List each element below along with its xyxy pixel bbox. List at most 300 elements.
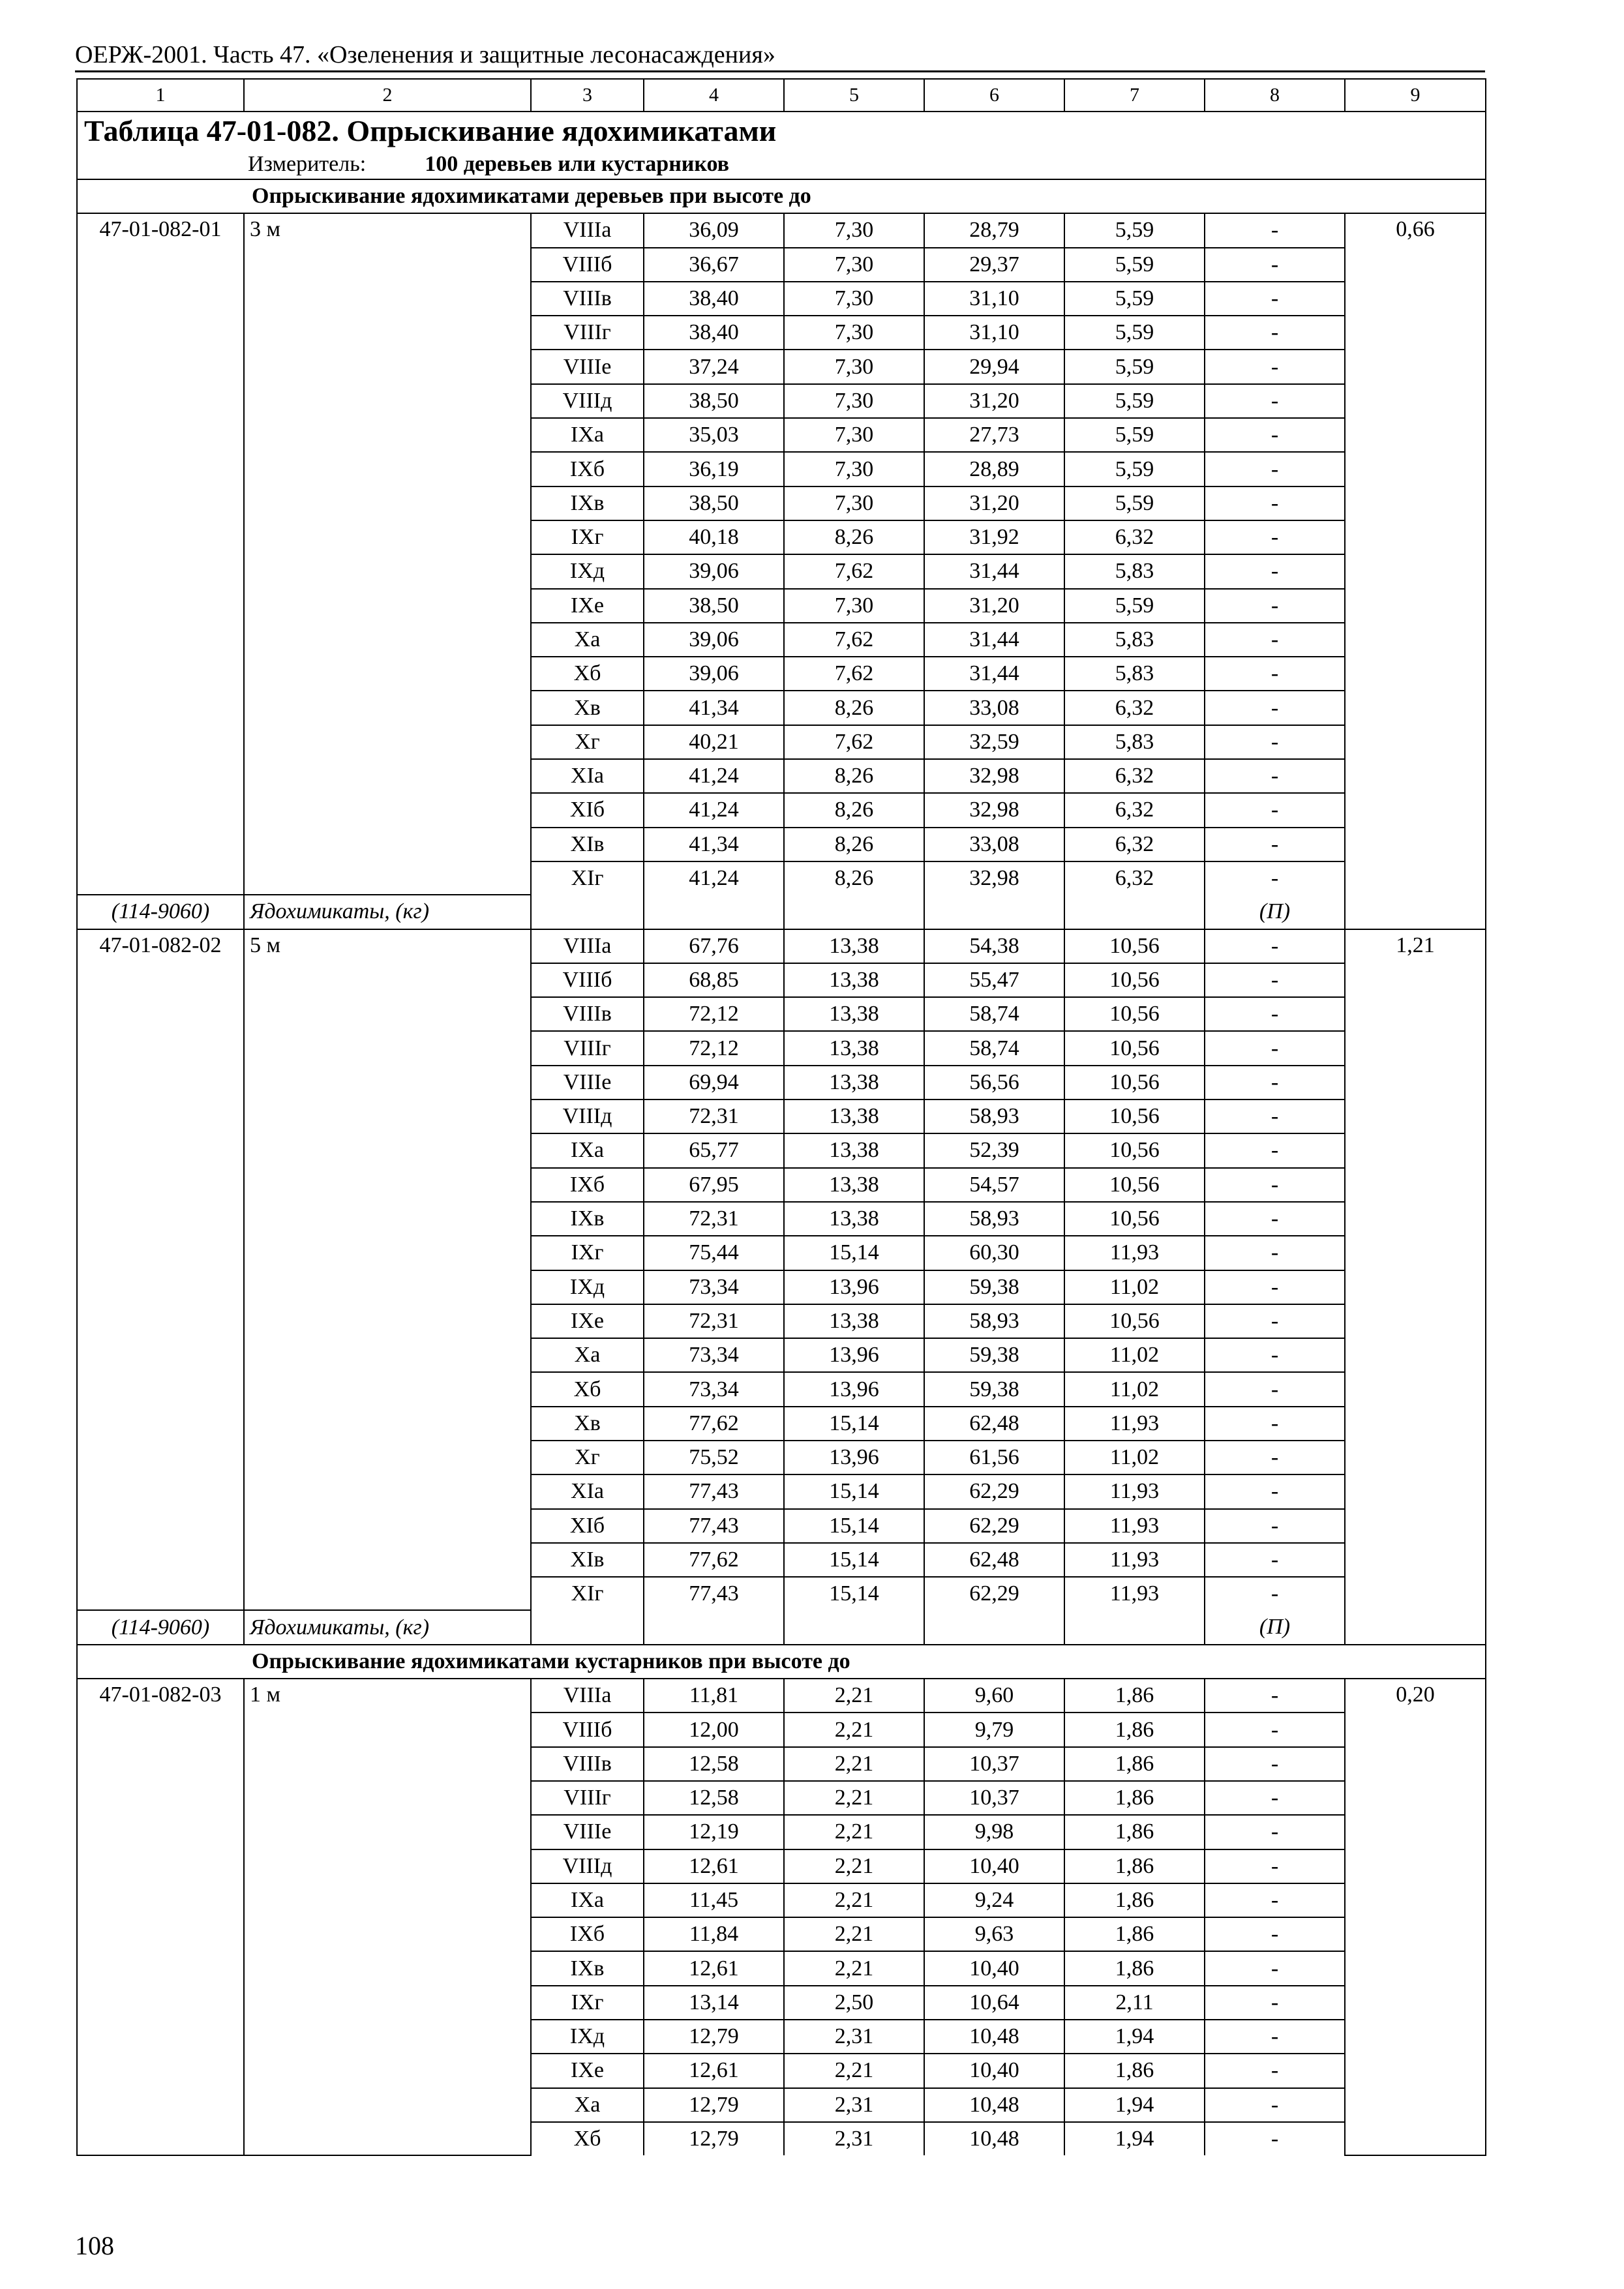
machine-cost: 9,60 (924, 1679, 1064, 1713)
labor-cost: 7,30 (784, 384, 924, 418)
ground-group: VIIIд (531, 1849, 644, 1883)
material-cost: - (1205, 861, 1345, 895)
machine-labor-cost: 5,59 (1064, 248, 1205, 282)
measurer-value: 100 деревьев или кустарников (425, 152, 730, 176)
material-cost: - (1205, 2054, 1345, 2087)
labor-cost: 7,30 (784, 418, 924, 452)
ground-group: IXе (531, 1304, 644, 1338)
material-cost: - (1205, 1304, 1345, 1338)
material-cost: - (1205, 520, 1345, 554)
machine-cost: 32,98 (924, 793, 1064, 827)
section-title: Опрыскивание ядохимикатами кустарников при высоте до (244, 1645, 1486, 1679)
total-cost: 73,34 (644, 1338, 784, 1372)
machine-cost: 10,40 (924, 2054, 1064, 2087)
norm-table (76, 78, 1486, 2156)
ground-group: Xг (531, 725, 644, 759)
ground-group: IXд (531, 554, 644, 588)
machine-labor-cost: 11,02 (1064, 1270, 1205, 1304)
total-cost: 12,61 (644, 1951, 784, 1985)
machine-labor-cost: 11,02 (1064, 1441, 1205, 1474)
labor-cost: 2,21 (784, 1781, 924, 1815)
ground-group: VIIIд (531, 1100, 644, 1133)
machine-cost: 31,10 (924, 316, 1064, 350)
labor-cost: 13,38 (784, 1031, 924, 1065)
ground-group: IXе (531, 2054, 644, 2087)
total-cost: 41,24 (644, 861, 784, 895)
labor-hours: 0,66 (1345, 213, 1486, 929)
machine-cost: 10,48 (924, 2088, 1064, 2122)
ground-group: Xа (531, 1338, 644, 1372)
ground-group: IXа (531, 1883, 644, 1917)
ground-group: VIIIе (531, 1815, 644, 1849)
column-number: 8 (1205, 79, 1345, 112)
labor-cost: 7,62 (784, 554, 924, 588)
ground-group: VIIIа (531, 213, 644, 247)
empty-cell (531, 895, 644, 929)
total-cost: 35,03 (644, 418, 784, 452)
header-rule (75, 70, 1485, 72)
machine-cost: 31,20 (924, 486, 1064, 520)
machine-labor-cost: 5,83 (1064, 725, 1205, 759)
ground-group: IXг (531, 1236, 644, 1270)
machine-cost: 60,30 (924, 1236, 1064, 1270)
machine-cost: 59,38 (924, 1270, 1064, 1304)
material-cost: - (1205, 1066, 1345, 1100)
material-cost: - (1205, 2122, 1345, 2155)
norm-code: 47-01-082-02 (77, 929, 244, 1611)
ground-group: VIIIе (531, 350, 644, 383)
measurer-cell (77, 150, 1486, 179)
labor-cost: 2,31 (784, 2122, 924, 2155)
labor-hours: 0,20 (1345, 1679, 1486, 2155)
machine-cost: 32,98 (924, 759, 1064, 793)
column-number: 2 (244, 79, 531, 112)
material-cost: - (1205, 248, 1345, 282)
ground-group: VIIIг (531, 1781, 644, 1815)
labor-cost: 13,96 (784, 1270, 924, 1304)
machine-cost: 62,48 (924, 1407, 1064, 1441)
labor-cost: 13,38 (784, 997, 924, 1031)
labor-cost: 15,14 (784, 1236, 924, 1270)
section-spacer (77, 1645, 244, 1679)
empty-cell (924, 895, 1064, 929)
total-cost: 12,79 (644, 2020, 784, 2054)
machine-labor-cost: 1,86 (1064, 1951, 1205, 1985)
machine-labor-cost: 5,59 (1064, 384, 1205, 418)
labor-cost: 8,26 (784, 691, 924, 725)
material-cost: - (1205, 1441, 1345, 1474)
material-cost: - (1205, 1270, 1345, 1304)
labor-cost: 8,26 (784, 520, 924, 554)
machine-labor-cost: 6,32 (1064, 861, 1205, 895)
ground-group: VIIIа (531, 929, 644, 963)
total-cost: 67,95 (644, 1168, 784, 1202)
ground-group: IXг (531, 520, 644, 554)
material-cost: - (1205, 1338, 1345, 1372)
material-cost: - (1205, 1509, 1345, 1543)
ground-group: XIа (531, 1474, 644, 1508)
total-cost: 72,12 (644, 997, 784, 1031)
machine-labor-cost: 1,94 (1064, 2122, 1205, 2155)
total-cost: 12,61 (644, 2054, 784, 2087)
material-cost: - (1205, 1951, 1345, 1985)
ground-group: VIIIд (531, 384, 644, 418)
resource-row (77, 895, 1486, 929)
total-cost: 77,62 (644, 1543, 784, 1577)
material-cost: - (1205, 1031, 1345, 1065)
total-cost: 65,77 (644, 1133, 784, 1167)
machine-labor-cost: 1,86 (1064, 1917, 1205, 1951)
ground-group: IXа (531, 1133, 644, 1167)
total-cost: 40,21 (644, 725, 784, 759)
ground-group: Xа (531, 623, 644, 657)
material-cost: - (1205, 1781, 1345, 1815)
labor-cost: 2,21 (784, 1849, 924, 1883)
machine-labor-cost: 1,94 (1064, 2020, 1205, 2054)
labor-cost: 13,38 (784, 1202, 924, 1236)
machine-cost: 58,74 (924, 997, 1064, 1031)
total-cost: 72,31 (644, 1304, 784, 1338)
machine-labor-cost: 5,83 (1064, 657, 1205, 691)
resource-row (77, 1610, 1486, 1644)
machine-labor-cost: 10,56 (1064, 1168, 1205, 1202)
ground-group: VIIIг (531, 316, 644, 350)
norm-name: 1 м (244, 1679, 531, 2155)
table-title-row (77, 112, 1486, 150)
ground-group: XIб (531, 793, 644, 827)
machine-labor-cost: 10,56 (1064, 929, 1205, 963)
machine-cost: 31,20 (924, 589, 1064, 623)
material-cost: - (1205, 1168, 1345, 1202)
machine-cost: 27,73 (924, 418, 1064, 452)
empty-cell (784, 895, 924, 929)
material-cost: - (1205, 1986, 1345, 2020)
labor-cost: 8,26 (784, 828, 924, 861)
machine-labor-cost: 2,11 (1064, 1986, 1205, 2020)
total-cost: 11,84 (644, 1917, 784, 1951)
labor-cost: 7,30 (784, 452, 924, 486)
ground-group: VIIIг (531, 1031, 644, 1065)
labor-cost: 7,62 (784, 657, 924, 691)
machine-cost: 10,48 (924, 2122, 1064, 2155)
ground-group: IXг (531, 1986, 644, 2020)
table-row (77, 1679, 1486, 1713)
total-cost: 72,31 (644, 1100, 784, 1133)
labor-cost: 13,38 (784, 1133, 924, 1167)
labor-cost: 8,26 (784, 759, 924, 793)
ground-group: Xб (531, 657, 644, 691)
total-cost: 39,06 (644, 623, 784, 657)
machine-cost: 55,47 (924, 963, 1064, 997)
labor-cost: 7,30 (784, 282, 924, 316)
material-cost: - (1205, 282, 1345, 316)
machine-labor-cost: 5,59 (1064, 418, 1205, 452)
labor-cost: 7,30 (784, 248, 924, 282)
machine-labor-cost: 6,32 (1064, 793, 1205, 827)
machine-cost: 10,37 (924, 1781, 1064, 1815)
ground-group: XIг (531, 861, 644, 895)
labor-cost: 2,21 (784, 2054, 924, 2087)
machine-cost: 31,44 (924, 657, 1064, 691)
material-cost: - (1205, 1202, 1345, 1236)
labor-cost: 13,38 (784, 963, 924, 997)
labor-cost: 2,50 (784, 1986, 924, 2020)
total-cost: 12,00 (644, 1713, 784, 1746)
machine-cost: 28,89 (924, 452, 1064, 486)
ground-group: XIб (531, 1509, 644, 1543)
total-cost: 37,24 (644, 350, 784, 383)
column-number: 7 (1064, 79, 1205, 112)
machine-labor-cost: 10,56 (1064, 1066, 1205, 1100)
total-cost: 39,06 (644, 657, 784, 691)
machine-labor-cost: 1,86 (1064, 1781, 1205, 1815)
machine-labor-cost: 1,86 (1064, 1815, 1205, 1849)
material-cost: - (1205, 1133, 1345, 1167)
machine-labor-cost: 1,94 (1064, 2088, 1205, 2122)
material-cost: - (1205, 1577, 1345, 1610)
ground-group: VIIIв (531, 1747, 644, 1781)
total-cost: 41,34 (644, 691, 784, 725)
total-cost: 38,50 (644, 589, 784, 623)
total-cost: 38,40 (644, 282, 784, 316)
material-cost: - (1205, 828, 1345, 861)
section-spacer (77, 179, 244, 213)
labor-cost: 2,21 (784, 1747, 924, 1781)
empty-cell (784, 1610, 924, 1644)
machine-labor-cost: 10,56 (1064, 1031, 1205, 1065)
machine-labor-cost: 11,02 (1064, 1372, 1205, 1406)
labor-cost: 13,38 (784, 1100, 924, 1133)
machine-labor-cost: 11,93 (1064, 1509, 1205, 1543)
labor-cost: 8,26 (784, 793, 924, 827)
machine-labor-cost: 1,86 (1064, 1679, 1205, 1713)
labor-cost: 2,21 (784, 1713, 924, 1746)
norm-name: 3 м (244, 213, 531, 895)
total-cost: 12,19 (644, 1815, 784, 1849)
empty-cell (644, 1610, 784, 1644)
material-cost: - (1205, 759, 1345, 793)
total-cost: 12,79 (644, 2122, 784, 2155)
material-cost: - (1205, 929, 1345, 963)
total-cost: 41,34 (644, 828, 784, 861)
norm-code: 47-01-082-01 (77, 213, 244, 895)
labor-cost: 7,30 (784, 213, 924, 247)
total-cost: 69,94 (644, 1066, 784, 1100)
material-cost: - (1205, 452, 1345, 486)
machine-cost: 10,37 (924, 1747, 1064, 1781)
labor-cost: 15,14 (784, 1543, 924, 1577)
total-cost: 12,58 (644, 1781, 784, 1815)
ground-group: IXв (531, 1202, 644, 1236)
ground-group: Xв (531, 1407, 644, 1441)
empty-cell (644, 895, 784, 929)
empty-cell (1064, 895, 1205, 929)
total-cost: 73,34 (644, 1270, 784, 1304)
ground-group: Xб (531, 2122, 644, 2155)
machine-cost: 54,38 (924, 929, 1064, 963)
labor-cost: 2,21 (784, 1917, 924, 1951)
ground-group: XIг (531, 1577, 644, 1610)
column-number: 3 (531, 79, 644, 112)
material-cost: - (1205, 725, 1345, 759)
table-row (77, 929, 1486, 963)
total-cost: 36,09 (644, 213, 784, 247)
material-cost: - (1205, 1100, 1345, 1133)
machine-cost: 56,56 (924, 1066, 1064, 1100)
machine-cost: 28,79 (924, 213, 1064, 247)
labor-cost: 2,31 (784, 2088, 924, 2122)
machine-labor-cost: 5,59 (1064, 316, 1205, 350)
machine-cost: 10,40 (924, 1849, 1064, 1883)
ground-group: VIIIб (531, 963, 644, 997)
material-cost: - (1205, 963, 1345, 997)
machine-cost: 31,20 (924, 384, 1064, 418)
machine-cost: 58,74 (924, 1031, 1064, 1065)
machine-cost: 33,08 (924, 828, 1064, 861)
machine-labor-cost: 5,83 (1064, 623, 1205, 657)
measurer-label: Измеритель: (248, 152, 367, 176)
material-cost: - (1205, 1849, 1345, 1883)
machine-labor-cost: 10,56 (1064, 963, 1205, 997)
machine-labor-cost: 11,93 (1064, 1236, 1205, 1270)
machine-labor-cost: 10,56 (1064, 1202, 1205, 1236)
machine-labor-cost: 5,59 (1064, 589, 1205, 623)
ground-group: IXб (531, 1917, 644, 1951)
table-row (77, 213, 1486, 247)
machine-cost: 31,92 (924, 520, 1064, 554)
norm-code: 47-01-082-03 (77, 1679, 244, 2155)
machine-labor-cost: 5,59 (1064, 486, 1205, 520)
material-cost: - (1205, 554, 1345, 588)
ground-group: IXд (531, 1270, 644, 1304)
machine-labor-cost: 5,59 (1064, 452, 1205, 486)
total-cost: 12,61 (644, 1849, 784, 1883)
machine-labor-cost: 10,56 (1064, 997, 1205, 1031)
column-number: 6 (924, 79, 1064, 112)
labor-cost: 7,30 (784, 589, 924, 623)
labor-cost: 7,62 (784, 623, 924, 657)
resource-code: (114-9060) (77, 1610, 244, 1644)
labor-cost: 2,31 (784, 2020, 924, 2054)
machine-labor-cost: 11,93 (1064, 1474, 1205, 1508)
page-header: ОЕРЖ-2001. Часть 47. «Озеленения и защитные лесонасаждения» (75, 41, 775, 68)
ground-group: IXа (531, 418, 644, 452)
material-cost: - (1205, 418, 1345, 452)
ground-group: Xб (531, 1372, 644, 1406)
ground-group: IXе (531, 589, 644, 623)
material-cost: - (1205, 2020, 1345, 2054)
total-cost: 11,81 (644, 1679, 784, 1713)
total-cost: 13,14 (644, 1986, 784, 2020)
total-cost: 67,76 (644, 929, 784, 963)
machine-labor-cost: 11,02 (1064, 1338, 1205, 1372)
ground-group: IXв (531, 486, 644, 520)
labor-cost: 7,62 (784, 725, 924, 759)
total-cost: 12,58 (644, 1747, 784, 1781)
section-row (77, 1645, 1486, 1679)
machine-labor-cost: 6,32 (1064, 520, 1205, 554)
material-cost: - (1205, 1407, 1345, 1441)
machine-cost: 52,39 (924, 1133, 1064, 1167)
machine-cost: 33,08 (924, 691, 1064, 725)
machine-cost: 9,98 (924, 1815, 1064, 1849)
labor-cost: 7,30 (784, 316, 924, 350)
column-number: 1 (77, 79, 244, 112)
machine-labor-cost: 6,32 (1064, 691, 1205, 725)
machine-cost: 9,79 (924, 1713, 1064, 1746)
material-cost: - (1205, 997, 1345, 1031)
labor-cost: 2,21 (784, 1883, 924, 1917)
machine-cost: 10,48 (924, 2020, 1064, 2054)
total-cost: 39,06 (644, 554, 784, 588)
empty-cell (1064, 1610, 1205, 1644)
machine-cost: 59,38 (924, 1372, 1064, 1406)
machine-cost: 62,48 (924, 1543, 1064, 1577)
ground-group: Xв (531, 691, 644, 725)
ground-group: Xа (531, 2088, 644, 2122)
machine-cost: 62,29 (924, 1474, 1064, 1508)
machine-labor-cost: 10,56 (1064, 1304, 1205, 1338)
machine-labor-cost: 11,93 (1064, 1577, 1205, 1610)
resource-code: (114-9060) (77, 895, 244, 929)
total-cost: 73,34 (644, 1372, 784, 1406)
machine-labor-cost: 1,86 (1064, 1849, 1205, 1883)
total-cost: 12,79 (644, 2088, 784, 2122)
total-cost: 38,40 (644, 316, 784, 350)
ground-group: VIIIа (531, 1679, 644, 1713)
material-cost: - (1205, 1372, 1345, 1406)
labor-cost: 13,38 (784, 1066, 924, 1100)
labor-cost: 13,96 (784, 1372, 924, 1406)
ground-group: XIв (531, 1543, 644, 1577)
machine-labor-cost: 11,93 (1064, 1543, 1205, 1577)
total-cost: 38,50 (644, 486, 784, 520)
machine-labor-cost: 6,32 (1064, 759, 1205, 793)
column-number: 5 (784, 79, 924, 112)
labor-cost: 8,26 (784, 861, 924, 895)
labor-cost: 2,21 (784, 1815, 924, 1849)
material-cost: - (1205, 1474, 1345, 1508)
table-title: Таблица 47-01-082. Опрыскивание ядохимикатами (77, 112, 1486, 150)
machine-labor-cost: 10,56 (1064, 1133, 1205, 1167)
ground-group: IXв (531, 1951, 644, 1985)
labor-cost: 7,30 (784, 350, 924, 383)
ground-group: VIIIб (531, 1713, 644, 1746)
measurer-row (77, 150, 1486, 179)
material-cost: - (1205, 1883, 1345, 1917)
machine-cost: 32,59 (924, 725, 1064, 759)
total-cost: 72,31 (644, 1202, 784, 1236)
labor-cost: 15,14 (784, 1577, 924, 1610)
machine-cost: 31,10 (924, 282, 1064, 316)
ground-group: XIв (531, 828, 644, 861)
machine-labor-cost: 1,86 (1064, 1883, 1205, 1917)
labor-cost: 15,14 (784, 1474, 924, 1508)
machine-cost: 61,56 (924, 1441, 1064, 1474)
total-cost: 75,44 (644, 1236, 784, 1270)
material-cost: - (1205, 1747, 1345, 1781)
resource-unit: (П) (1205, 1610, 1345, 1644)
ground-group: VIIIб (531, 248, 644, 282)
machine-cost: 10,40 (924, 1951, 1064, 1985)
material-cost: - (1205, 793, 1345, 827)
machine-cost: 58,93 (924, 1304, 1064, 1338)
machine-cost: 62,29 (924, 1509, 1064, 1543)
machine-labor-cost: 10,56 (1064, 1100, 1205, 1133)
machine-cost: 62,29 (924, 1577, 1064, 1610)
labor-cost: 13,96 (784, 1441, 924, 1474)
norm-name: 5 м (244, 929, 531, 1611)
